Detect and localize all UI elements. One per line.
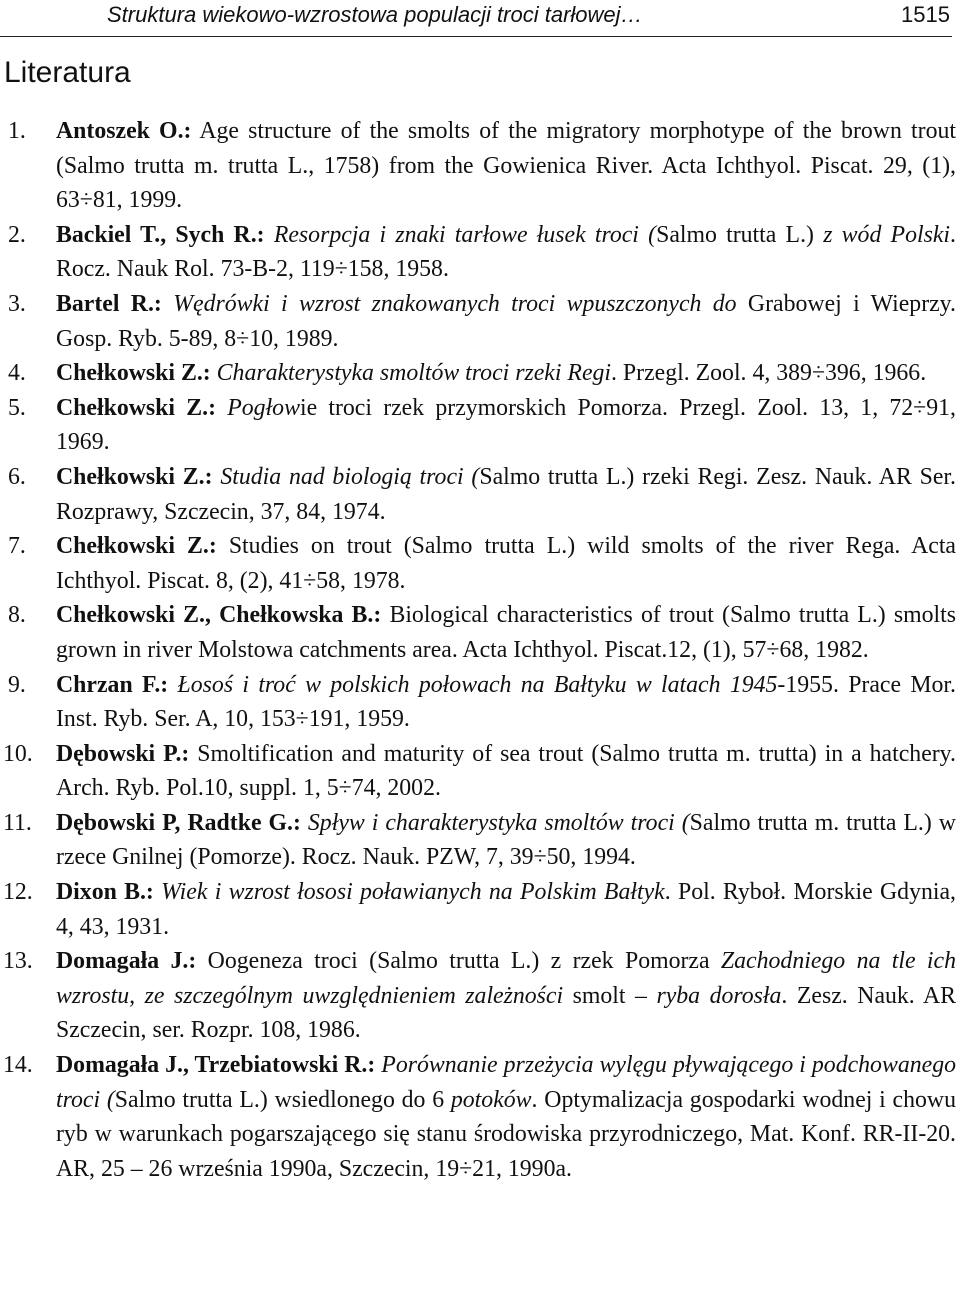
reference-number: 4. — [8, 360, 26, 387]
reference-number: 8. — [8, 602, 26, 629]
reference-item — [0, 875, 956, 944]
reference-title-italic: Resorpcja i znaki tarłowe łusek troci ( — [264, 221, 657, 248]
reference-title-italic: ryba dorosła — [656, 982, 782, 1009]
reference-item — [0, 356, 956, 391]
page-number: 1515 — [901, 2, 950, 27]
reference-title-italic: Łosoś i troć w polskich połowach na Bałtyku w latach 1945 — [168, 671, 778, 698]
reference-text: ie troci rzek przymorskich Pomorza. Przegl. Zool. 13, 1, 72÷91, 1969. — [56, 394, 956, 456]
reference-title-italic: potoków — [444, 1086, 532, 1113]
reference-authors: Chrzan F.: — [56, 671, 169, 698]
reference-text: . Przegl. Zool. 4, 389÷396, 1966. — [611, 360, 927, 387]
reference-title-italic: Porównanie przeżycia wylęgu pływającego i podchowanego troci ( — [56, 1052, 956, 1113]
reference-title-italic: Pogłow — [216, 394, 300, 421]
reference-text: Oogeneza troci (Salmo trutta L.) z rzek Pomorza — [196, 948, 710, 975]
reference-item — [0, 218, 956, 287]
running-header — [0, 0, 952, 37]
reference-number: 14. — [3, 1052, 33, 1079]
reference-number: 12. — [3, 879, 33, 906]
reference-title-italic: Charakterystyka smoltów troci rzeki Regi — [210, 360, 612, 387]
reference-text: Grabowej i Wieprzy. Gosp. Ryb. 5-89, 8÷10, 1989. — [56, 290, 956, 352]
reference-authors: Chełkowski Z., Chełkowska B.: — [56, 602, 382, 629]
reference-title-italic: Zachodniego na tle ich wzrostu, ze szczególnym uwzględnieniem zależności — [56, 948, 956, 1009]
reference-number: 3. — [8, 290, 26, 317]
reference-text: smolt – — [563, 982, 657, 1009]
reference-number: 2. — [8, 221, 26, 248]
reference-authors: Domagała J., Trzebiatowski R.: — [56, 1052, 376, 1079]
reference-text: Salmo trutta L.) wsiedlonego do 6 — [114, 1086, 445, 1113]
reference-authors: Chełkowski Z.: — [56, 463, 213, 490]
reference-number: 6. — [8, 463, 26, 490]
reference-authors: Bartel R.: — [56, 290, 162, 317]
reference-text: . Zesz. Nauk. AR Szczecin, ser. Rozpr. 108, 1986. — [56, 982, 957, 1044]
reference-item — [0, 114, 956, 218]
reference-text: Studies on trout (Salmo trutta L.) wild smolts of the river Rega. Acta Ichthyol. Piscat. 8, (2), 41÷58, 1978. — [56, 533, 956, 594]
reference-item — [0, 529, 956, 598]
reference-authors: Dębowski P, Radtke G.: — [56, 809, 301, 836]
reference-authors: Dębowski P.: — [56, 740, 190, 767]
reference-title-italic: Spływ i charakterystyka smoltów troci ( — [300, 809, 690, 836]
reference-text: Smoltification and maturity of sea trout (Salmo trutta m. trutta) in a hatchery. Arch. Ryb. Pol.10, suppl. 1, 5÷74, 2002. — [56, 740, 956, 802]
reference-authors: Domagała J.: — [56, 948, 197, 975]
reference-number: 9. — [8, 671, 26, 698]
reference-authors: Chełkowski Z.: — [56, 360, 211, 387]
reference-text: -1955. Prace Mor. Inst. Ryb. Ser. A, 10, 153÷191, 1959. — [56, 671, 956, 733]
reference-item — [0, 391, 956, 460]
reference-title-italic: Wędrówki i wzrost znakowanych troci wpuszczonych do — [161, 290, 737, 317]
reference-item — [0, 460, 956, 529]
reference-item — [0, 737, 956, 806]
reference-item — [0, 944, 956, 1048]
reference-text: . Pol. Ryboł. Morskie Gdynia, 4, 43, 1931. — [56, 879, 957, 940]
reference-authors: Backiel T., Sych R.: — [56, 221, 265, 248]
reference-number: 10. — [3, 740, 33, 767]
reference-authors: Antoszek O.: — [56, 118, 192, 144]
reference-text: Age structure of the smolts of the migratory morphotype of the brown trout (Salmo trutta m. trutta L., 1758) from the Gowienica River. Acta Ichthyol. Piscat. 29, (1), 63÷81, 1999. — [56, 118, 956, 214]
reference-text: Salmo trutta L.) — [656, 221, 814, 248]
reference-text: Biological characteristics of trout (Salmo trutta L.) smolts grown in river Molstowa catchments area. Acta Ichthyol. Piscat.12, (1), 57÷68, 1982. — [56, 602, 956, 663]
section-title: Literatura — [4, 56, 131, 89]
running-title: Struktura wiekowo-wzrostowa populacji troci tarłowej… — [107, 2, 643, 27]
reference-item — [0, 668, 956, 737]
reference-number: 11. — [3, 809, 32, 836]
reference-title-italic: Wiek i wzrost łososi poławianych na Polskim Bałtyk — [153, 879, 665, 906]
reference-item — [0, 287, 956, 356]
reference-number: 7. — [8, 533, 26, 560]
reference-list — [0, 114, 956, 1186]
reference-text: . Rocz. Nauk Rol. 73-B-2, 119÷158, 1958. — [56, 221, 956, 283]
reference-number: 13. — [3, 948, 33, 975]
reference-item — [0, 806, 956, 875]
reference-text: Salmo trutta L.) rzeki Regi. Zesz. Nauk. AR Ser. Rozprawy, Szczecin, 37, 84, 1974. — [56, 463, 956, 525]
reference-item — [0, 1048, 956, 1186]
reference-authors: Dixon B.: — [56, 879, 154, 906]
reference-text: . Optymalizacja gospodarki wodnej i chowu ryb w warunkach pogarszającego się stanu środowiska przyrodniczego, Mat. Konf. RR-II-20. AR, 25 – 26 września 1990a, Szczecin, 19÷21, 1990a. — [56, 1086, 956, 1182]
reference-authors: Chełkowski Z.: — [56, 533, 217, 560]
reference-item — [0, 598, 956, 667]
reference-title-italic: z wód Polski — [813, 221, 951, 248]
reference-authors: Chełkowski Z.: — [56, 394, 216, 421]
reference-text: Salmo trutta m. trutta L.) w rzece Gnilnej (Pomorze). Rocz. Nauk. PZW, 7, 39÷50, 1994. — [56, 809, 956, 871]
reference-number: 5. — [8, 394, 26, 421]
reference-number: 1. — [8, 118, 26, 144]
reference-title-italic: Studia nad biologią troci ( — [212, 463, 480, 490]
